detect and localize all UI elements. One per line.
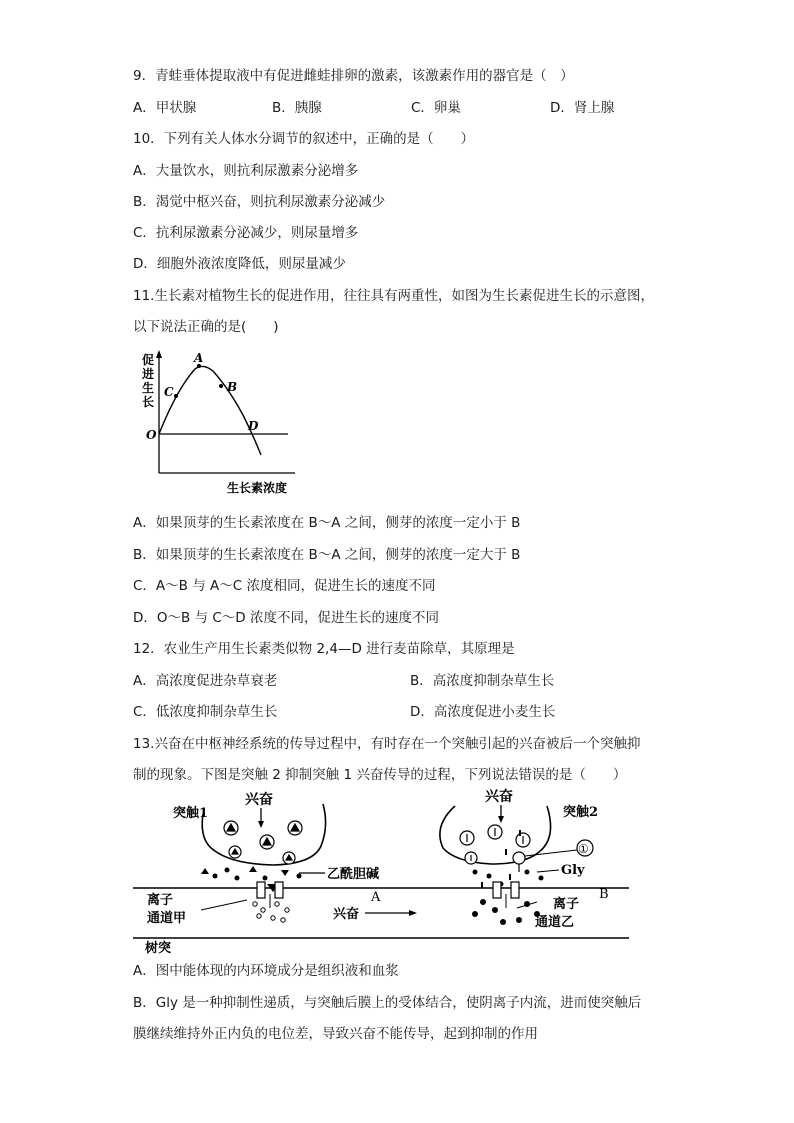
point-b: [219, 384, 223, 388]
q9-option-a: A．甲状腺: [133, 100, 197, 116]
q10-option-a: A．大量饮水，则抗利尿激素分泌增多: [133, 163, 359, 179]
synapse1-label: 突触1: [173, 806, 209, 821]
q11-option-c: C．A～B 与 A～C 浓度相同，促进生长的速度不同: [133, 578, 436, 594]
excite-arrow-label: 兴奋: [333, 907, 360, 922]
q11-stem-line2: 以下说法正确的是( ): [133, 319, 279, 335]
q9-option-c: C．卵巢: [411, 100, 461, 116]
q9-stem: 9．青蛙垂体提取液中有促进雌蛙排卵的激素，该激素作用的器官是（ ）: [133, 68, 574, 84]
label-d: D: [248, 419, 259, 433]
q11-option-a: A．如果顶芽的生长素浓度在 B～A 之间，侧芽的浓度一定小于 B: [133, 515, 521, 531]
synapse1-vesicles: [224, 821, 302, 864]
q12-stem: 12．农业生产用生长素类似物 2,4—D 进行麦苗除草，其原理是: [133, 641, 515, 657]
ion-channel-jia-line1: 离子: [147, 893, 174, 908]
q11-option-d: D．O～B 与 C～D 浓度不同，促进生长的速度不同: [133, 610, 439, 626]
gly-label: Gly: [561, 863, 585, 878]
q9-option-d: D．肾上腺: [550, 100, 615, 116]
ion-channel-yi-line1: 离子: [553, 897, 580, 912]
xlabel: 生长素浓度: [227, 481, 288, 495]
ylabel-char: 促: [142, 353, 155, 367]
gly-receptor: [513, 852, 525, 864]
q10-option-d: D．细胞外液浓度降低，则尿量减少: [133, 256, 346, 272]
ylabel-char: 生: [142, 381, 155, 395]
label-o: O: [146, 428, 157, 442]
ion-channel-jia-line2: 通道甲: [147, 911, 187, 926]
ylabel-char: 进: [142, 367, 155, 381]
label-a: A: [371, 890, 381, 905]
ion-channel-yi: [493, 882, 501, 898]
growth-curve-figure: [133, 345, 308, 500]
excite-label-right: 兴奋: [485, 789, 513, 805]
synapse2-transmitters: [473, 830, 544, 888]
q13-stem-line2: 制的现象。下图是突触 2 抑制突触 1 兴奋传导的过程，下列说法错误的是（ ）: [133, 767, 627, 783]
q9-option-b: B．胰腺: [272, 100, 322, 116]
q13-stem-line1: 13.兴奋在中枢神经系统的传导过程中，有时存在一个突触引起的兴奋被后一个突触抑: [133, 736, 641, 752]
q13-option-a: A．图中能体现的内环境成分是组织液和血浆: [133, 963, 399, 979]
ion-flow-jia: [253, 902, 289, 922]
q12-option-d: D．高浓度促进小麦生长: [410, 704, 556, 720]
ylabel-char: 长: [142, 395, 155, 409]
q10-option-c: C．抗利尿激素分泌减少，则尿量增多: [133, 225, 359, 241]
q10-stem: 10．下列有关人体水分调节的叙述中，正确的是（ ）: [133, 131, 475, 147]
excite-label-left: 兴奋: [245, 792, 273, 808]
circle-one-label: ①: [578, 842, 589, 856]
synapse1-terminal: [202, 804, 325, 865]
q11-option-b: B．如果顶芽的生长素浓度在 B～A 之间，侧芽的浓度一定大于 B: [133, 547, 521, 563]
q13-option-b-cont: 膜继续维持外正内负的电位差，导致兴奋不能传导，起到抑制的作用: [133, 1026, 538, 1042]
point-c: [174, 394, 178, 398]
dendrite-label: 树突: [145, 941, 172, 954]
synapse-figure: [133, 786, 629, 954]
y-axis-arrow: [156, 350, 162, 358]
q12-option-b: B．高浓度抑制杂草生长: [410, 673, 555, 689]
q12-option-a: A．高浓度促进杂草衰老: [133, 673, 278, 689]
synapse2-label: 突触2: [563, 805, 599, 820]
ach-label: 乙酰胆碱: [327, 867, 380, 882]
q13-option-b: B．Gly 是一种抑制性递质，与突触后膜上的受体结合，使阴离子内流，进而使突触后: [133, 995, 642, 1011]
q11-stem-line1: 11.生长素对植物生长的促进作用，往往具有两重性，如图为生长素促进生长的示意图，: [133, 288, 654, 304]
label-a: A: [194, 351, 204, 365]
q10-option-b: B．渴觉中枢兴奋，则抗利尿激素分泌减少: [133, 194, 386, 210]
label-c: C: [164, 385, 174, 399]
ion-channel-jia: [257, 882, 265, 898]
ion-channel-yi-line2: 通道乙: [535, 915, 575, 930]
label-b: B: [599, 887, 609, 902]
growth-curve: [159, 366, 261, 455]
label-b: B: [227, 380, 238, 394]
q12-option-c: C．低浓度抑制杂草生长: [133, 704, 278, 720]
